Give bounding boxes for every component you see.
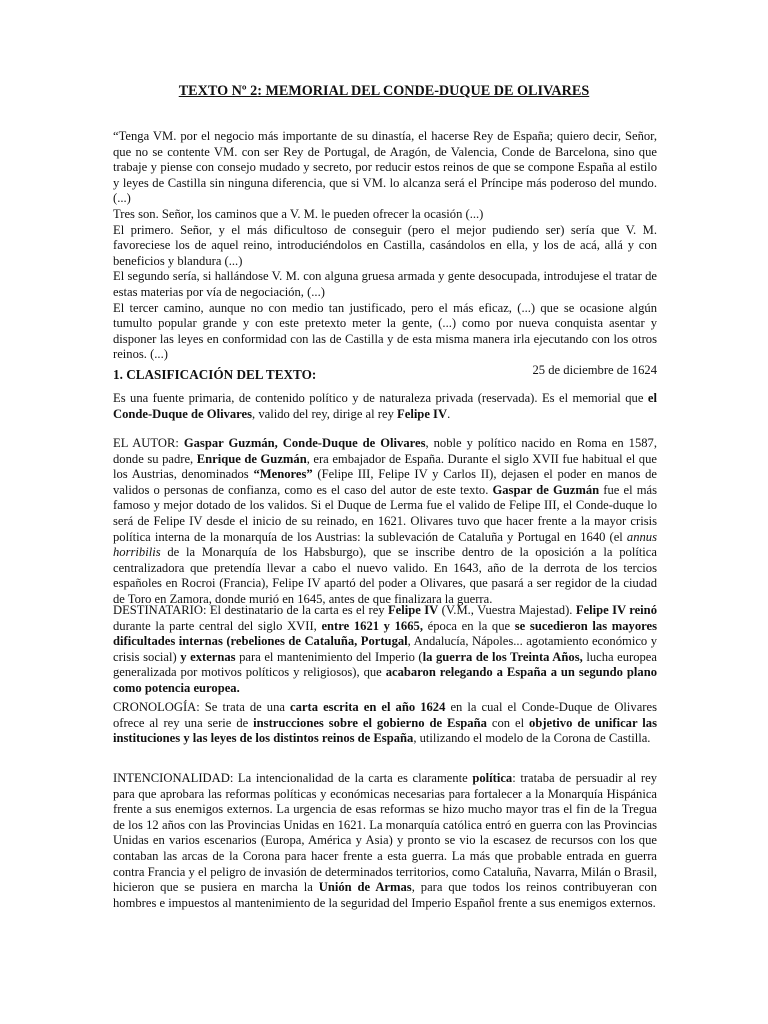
- bold-run: “Menores”: [253, 467, 313, 482]
- bold-run: objetivo de unificar las instituciones y las leyes de los distintos reinos de España: [113, 715, 657, 746]
- memorial-paragraph: “Tenga VM. por el negocio más importante de su dinastía, el hacerse Rey de España; quiero decir, Señor, que no se contente VM. con ser Rey de Portugal, de Aragón, de Valencia, Conde de Barcelona, sino que trabaje y piense con consejo mudado y secreto, por reducir estos reinos de que se compone España al estilo y leyes de Castilla sin ninguna diferencia, que si VM. lo alcanza será el Príncipe más poderoso del mundo. (...): [113, 129, 657, 206]
- memorial-paragraph: El primero. Señor, y el más dificultoso de conseguir (pero el mejor pudiendo ser) sería que V. M. favoreciese los de aquel reino, introduciéndolos en Castilla, casándolos en ella, y los de acá, allá y con beneficios y blandura (...): [113, 222, 657, 268]
- text-run: en la cual el Conde-Duque de Olivares ofrece al rey una serie de: [113, 700, 657, 730]
- bold-run: Felipe IV reinó: [575, 603, 657, 617]
- text-run: lucha europea generalizada por motivos políticos y religiosos), que: [113, 649, 657, 680]
- text-run: (V.M., Vuestra Majestad).: [438, 603, 576, 617]
- text-run: de la Monarquía de los Habsburgo), que se inscribe dentro de la oposición a la política centralizadora que pretendía llevar a cabo el nuevo valido. En 1643, año de la derrota de los tercios españoles en Rocroi (Francia), Felipe IV apartó del poder a Olivares, que pasará a ser regidor de la ciudad de Toro en Zamora, donde murió en 1645, antes de que finalizara la guerra.: [113, 545, 657, 606]
- bold-run: entre 1621 y 1665,: [321, 618, 423, 633]
- bold-run: instrucciones sobre el gobierno de España: [253, 715, 487, 730]
- memorial-quote: [113, 129, 657, 379]
- text-run: para el mantenimiento del Imperio (: [235, 649, 423, 664]
- bold-run: carta escrita en el año 1624: [290, 700, 446, 714]
- text-run: , noble y político nacido en Roma en 1587, donde su padre,: [113, 436, 658, 466]
- title-rest: : MEMORIAL DEL CONDE-DUQUE DE OLIVARES: [257, 83, 590, 99]
- italic-run: annus horribilis: [113, 529, 657, 560]
- text-run: fue el más famoso y mejor dotado de los validos. Si el Duque de Lerma fue el valido de Felipe III, el Conde-duque lo será de Felipe IV desde el inicio de su reinado, en 1621. Olivares tuvo que hacer frente a la mayor crisis política interna de la monarquía de los Austrias: la sublevación de Cataluña y Portugal en 1640 (el: [113, 482, 657, 544]
- text-run: DESTINATARIO: El destinatario de la carta es el rey: [113, 603, 388, 617]
- text-run: .: [447, 406, 451, 421]
- text-run: Es una fuente primaria, de contenido político y de naturaleza privada (reservada). Es el memorial que: [113, 391, 648, 405]
- bold-run: el Conde-Duque de Olivares: [113, 391, 657, 421]
- text-run: , era embajador de España. Durante el siglo XVII fue habitual el que los Austrias, denominados: [113, 451, 657, 482]
- text-run: época en la que: [422, 618, 515, 633]
- memorial-paragraph: Tres son. Señor, los caminos que a V. M. le pueden ofrecer la ocasión (...): [113, 206, 484, 221]
- intencionalidad-paragraph: [113, 771, 657, 911]
- text-run: (Felipe III, Felipe IV y Carlos II), dejasen el poder en manos de validos o personas de confianza, como es el caso del autor de este texto.: [113, 467, 657, 497]
- bold-run: acabaron relegando a España a un segundo plano como potencia europea.: [113, 665, 657, 695]
- text-run: CRONOLOGÍA: Se trata de una: [113, 700, 291, 714]
- text-run: , Andalucía, Nápoles... agotamiento económico y crisis social): [113, 634, 657, 664]
- bold-run: Felipe IV: [397, 406, 448, 421]
- text-run: : trataba de persuadir al rey para que aprobara las reformas políticas y económicas necesarias para fortalecer a la Monarquía Hispánica frente a sus enemigos externos. La urgencia de esas reformas se hizo mucho mayor tras el fin de la Tregua de los 12 años con las Provincias Unidas en 1621. La monarquía católica entró en guerra con las Provincias Unidas en varios escenarios (Europa, América y Asia) y pronto se vio la escasez de recursos con los que contaban las arcas de la Corona para hacer frente a esta guerra. La más que probable entrada en guerra contra Francia y el peligro de invasión de determinados territorios, como Cataluña, Navarra, Milán o Brasil, hicieron que se pusiera en marcha la: [113, 771, 657, 895]
- bold-run: la guerra de los Treinta Años,: [422, 649, 583, 664]
- bold-run: Gaspar Guzmán, Conde-Duque de Olivares: [183, 436, 426, 450]
- memorial-paragraph: El segundo sería, si hallándose V. M. con alguna gruesa armada y gente desocupada, introdujese el tratar de estas materias por vía de negociación, (...): [113, 269, 657, 299]
- destinatario-paragraph: [113, 603, 657, 697]
- cronologia-paragraph: [113, 700, 657, 747]
- document-title: [0, 84, 768, 100]
- memorial-date: 25 de diciembre de 1624: [532, 362, 657, 377]
- text-run: EL AUTOR:: [113, 436, 184, 450]
- title-prefix: TEXTO Nº 2: [178, 83, 258, 99]
- text-run: con el: [486, 715, 530, 730]
- classification-paragraph: [113, 391, 657, 422]
- bold-run: Unión de Armas: [318, 880, 412, 895]
- bold-run: Gaspar de Guzmán: [492, 482, 600, 497]
- text-run: , valido del rey, dirige al rey: [252, 406, 398, 421]
- section-heading: 1. CLASIFICACIÓN DEL TEXTO:: [113, 367, 317, 382]
- autor-paragraph: [113, 436, 657, 608]
- bold-run: y externas: [180, 649, 236, 664]
- text-run: INTENCIONALIDAD: La intencionalidad de la carta es claramente: [113, 771, 473, 785]
- bold-run: Felipe IV: [387, 603, 439, 617]
- bold-run: política: [472, 771, 513, 785]
- text-run: durante la parte central del siglo XVII,: [113, 618, 322, 633]
- text-run: , para que todos los reinos contribuyeran con hombres e impuestos al mantenimiento de la seguridad del Imperio Español frente a sus enemigos externos.: [113, 880, 657, 910]
- bold-run: se sucedieron las mayores dificultades internas (rebeliones de Cataluña, Portugal: [113, 618, 658, 649]
- memorial-paragraph: El tercer camino, aunque no con medio tan justificado, pero el más eficaz, (...) que se ocasione algún tumulto popular grande y con este pretexto meter la gente, (...) como por nueva conquista asentar y disponer las leyes en conformidad con las de Castilla y de esta misma manera irla ejecutando con los otros reinos. (...): [113, 300, 657, 362]
- text-run: , utilizando el modelo de la Corona de Castilla.: [413, 731, 651, 746]
- bold-run: Enrique de Guzmán: [196, 451, 307, 466]
